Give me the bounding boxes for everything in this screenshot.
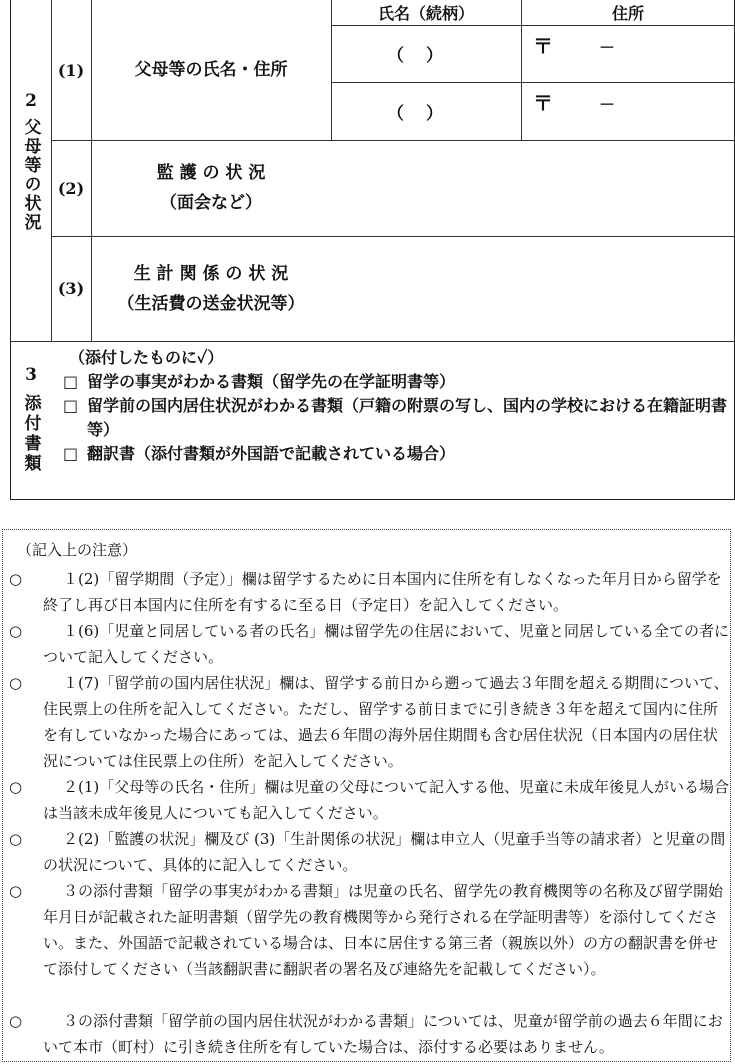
checkbox[interactable]: □ <box>63 444 79 463</box>
row2-label: 監 護 の 状 況 （面会など） <box>156 163 266 213</box>
note-item: ○ １(2)「留学期間（予定）」欄は留学するために日本国内に住所を有しなくなった年月日から留学を終了し再び日本国内に住所を有するに至る日（予定日）を記入してください。 <box>3 566 729 618</box>
bullet-icon: ○ <box>9 778 23 796</box>
checkbox[interactable]: □ <box>63 396 79 415</box>
section3-number: 3 <box>25 365 37 385</box>
attachments-list <box>63 346 733 466</box>
address-column-header: 住所 <box>611 4 644 23</box>
note-item: ○ ３の添付書類「留学前の国内居住状況がわかる書類」については、児童が留学前の過去６年間において本市（町村）に引き続き住所を有していた場合は、添付する必要はありません。 <box>3 1008 729 1060</box>
row3-number: (3) <box>57 279 85 298</box>
attachment-item[interactable]: □ 留学前の国内居住状況がわかる書類（戸籍の附票の写し、国内の学校における在籍証明書等） <box>63 394 733 442</box>
attachments-instruction: （添付したものに✓） <box>69 348 224 367</box>
note-item: ○ ２(2)「監護の状況」欄及び (3)「生計関係の状況」欄は申立人（児童手当等の請求者）と児童の間の状況について、具体的に記入してください。 <box>3 826 729 878</box>
bullet-icon: ○ <box>9 882 23 900</box>
notes-title: （記入上の注意） <box>17 541 138 559</box>
bullet-icon: ○ <box>9 570 23 588</box>
postal-mark-icon: 〒 <box>533 91 553 115</box>
note-item: ○ ３の添付書類「留学の事実がわかる書類」は児童の氏名、留学先の教育機関等の名称及び留学開始年月日が記載された証明書類（留学先の教育機関等から発行される在学証明書等）を添付してください。また、外国語で記載されている場合は、日本に居住する第三者（親族以外）の方の翻訳書を併せて添付してください（当該翻訳書に翻訳者の署名及び連絡先を記載してください）。 <box>3 878 729 982</box>
bullet-icon: ○ <box>9 674 23 692</box>
parent2-address-field[interactable]: 〒 － <box>533 91 616 115</box>
row3-label: 生 計 関 係 の 状 況 （生活費の送金状況等） <box>117 263 305 314</box>
note-item: ○ １(6)「児童と同居している者の氏名」欄は留学先の住居において、児童と同居している全ての者について記入してください。 <box>3 618 729 670</box>
custody-status-field[interactable] <box>331 140 735 236</box>
notes-box <box>2 529 731 1062</box>
parent-status-form <box>10 0 735 500</box>
bullet-icon: ○ <box>9 622 23 640</box>
section3-title: 添付書類 <box>20 394 41 474</box>
parent1-address-field[interactable]: 〒 － <box>533 34 616 58</box>
divider <box>11 341 735 342</box>
section2-title: 父母等の状況 <box>20 118 41 232</box>
section2-number: 2 <box>25 91 37 111</box>
name-column-header: 氏名（続柄） <box>377 4 474 23</box>
parent1-name-field[interactable]: （） <box>387 46 465 66</box>
row1-number: (1) <box>57 60 85 80</box>
bullet-icon: ○ <box>9 1012 23 1030</box>
checkbox[interactable]: □ <box>63 372 79 391</box>
note-item: ○ ２(1)「父母等の氏名・住所」欄は児童の父母について記入する他、児童に未成年後見人がいる場合は当該未成年後見人についても記入してください。 <box>3 774 729 826</box>
row2-number: (2) <box>57 178 85 198</box>
attachment-item[interactable]: □ 翻訳書（添付書類が外国語で記載されている場合） <box>63 442 733 466</box>
note-item: ○ １(7)「留学前の国内居住状況」欄は、留学する前日から遡って過去３年間を超える期間について、住民票上の住所を記入してください。ただし、留学する前日までに引き続き３年を超えて国内に住所を有していなかった場合にあっては、過去６年間の海外居住期間も含む居住状況（日本国内の居住状況については住民票上の住所）を記入してください。 <box>3 670 729 774</box>
parent2-name-field[interactable]: （） <box>387 103 465 124</box>
bullet-icon: ○ <box>9 830 23 848</box>
livelihood-status-field[interactable] <box>331 236 735 341</box>
attachment-item[interactable]: □ 留学の事実がわかる書類（留学先の在学証明書等） <box>63 370 733 394</box>
postal-mark-icon: 〒 <box>533 34 553 58</box>
row1-label: 父母等の氏名・住所 <box>134 60 288 80</box>
